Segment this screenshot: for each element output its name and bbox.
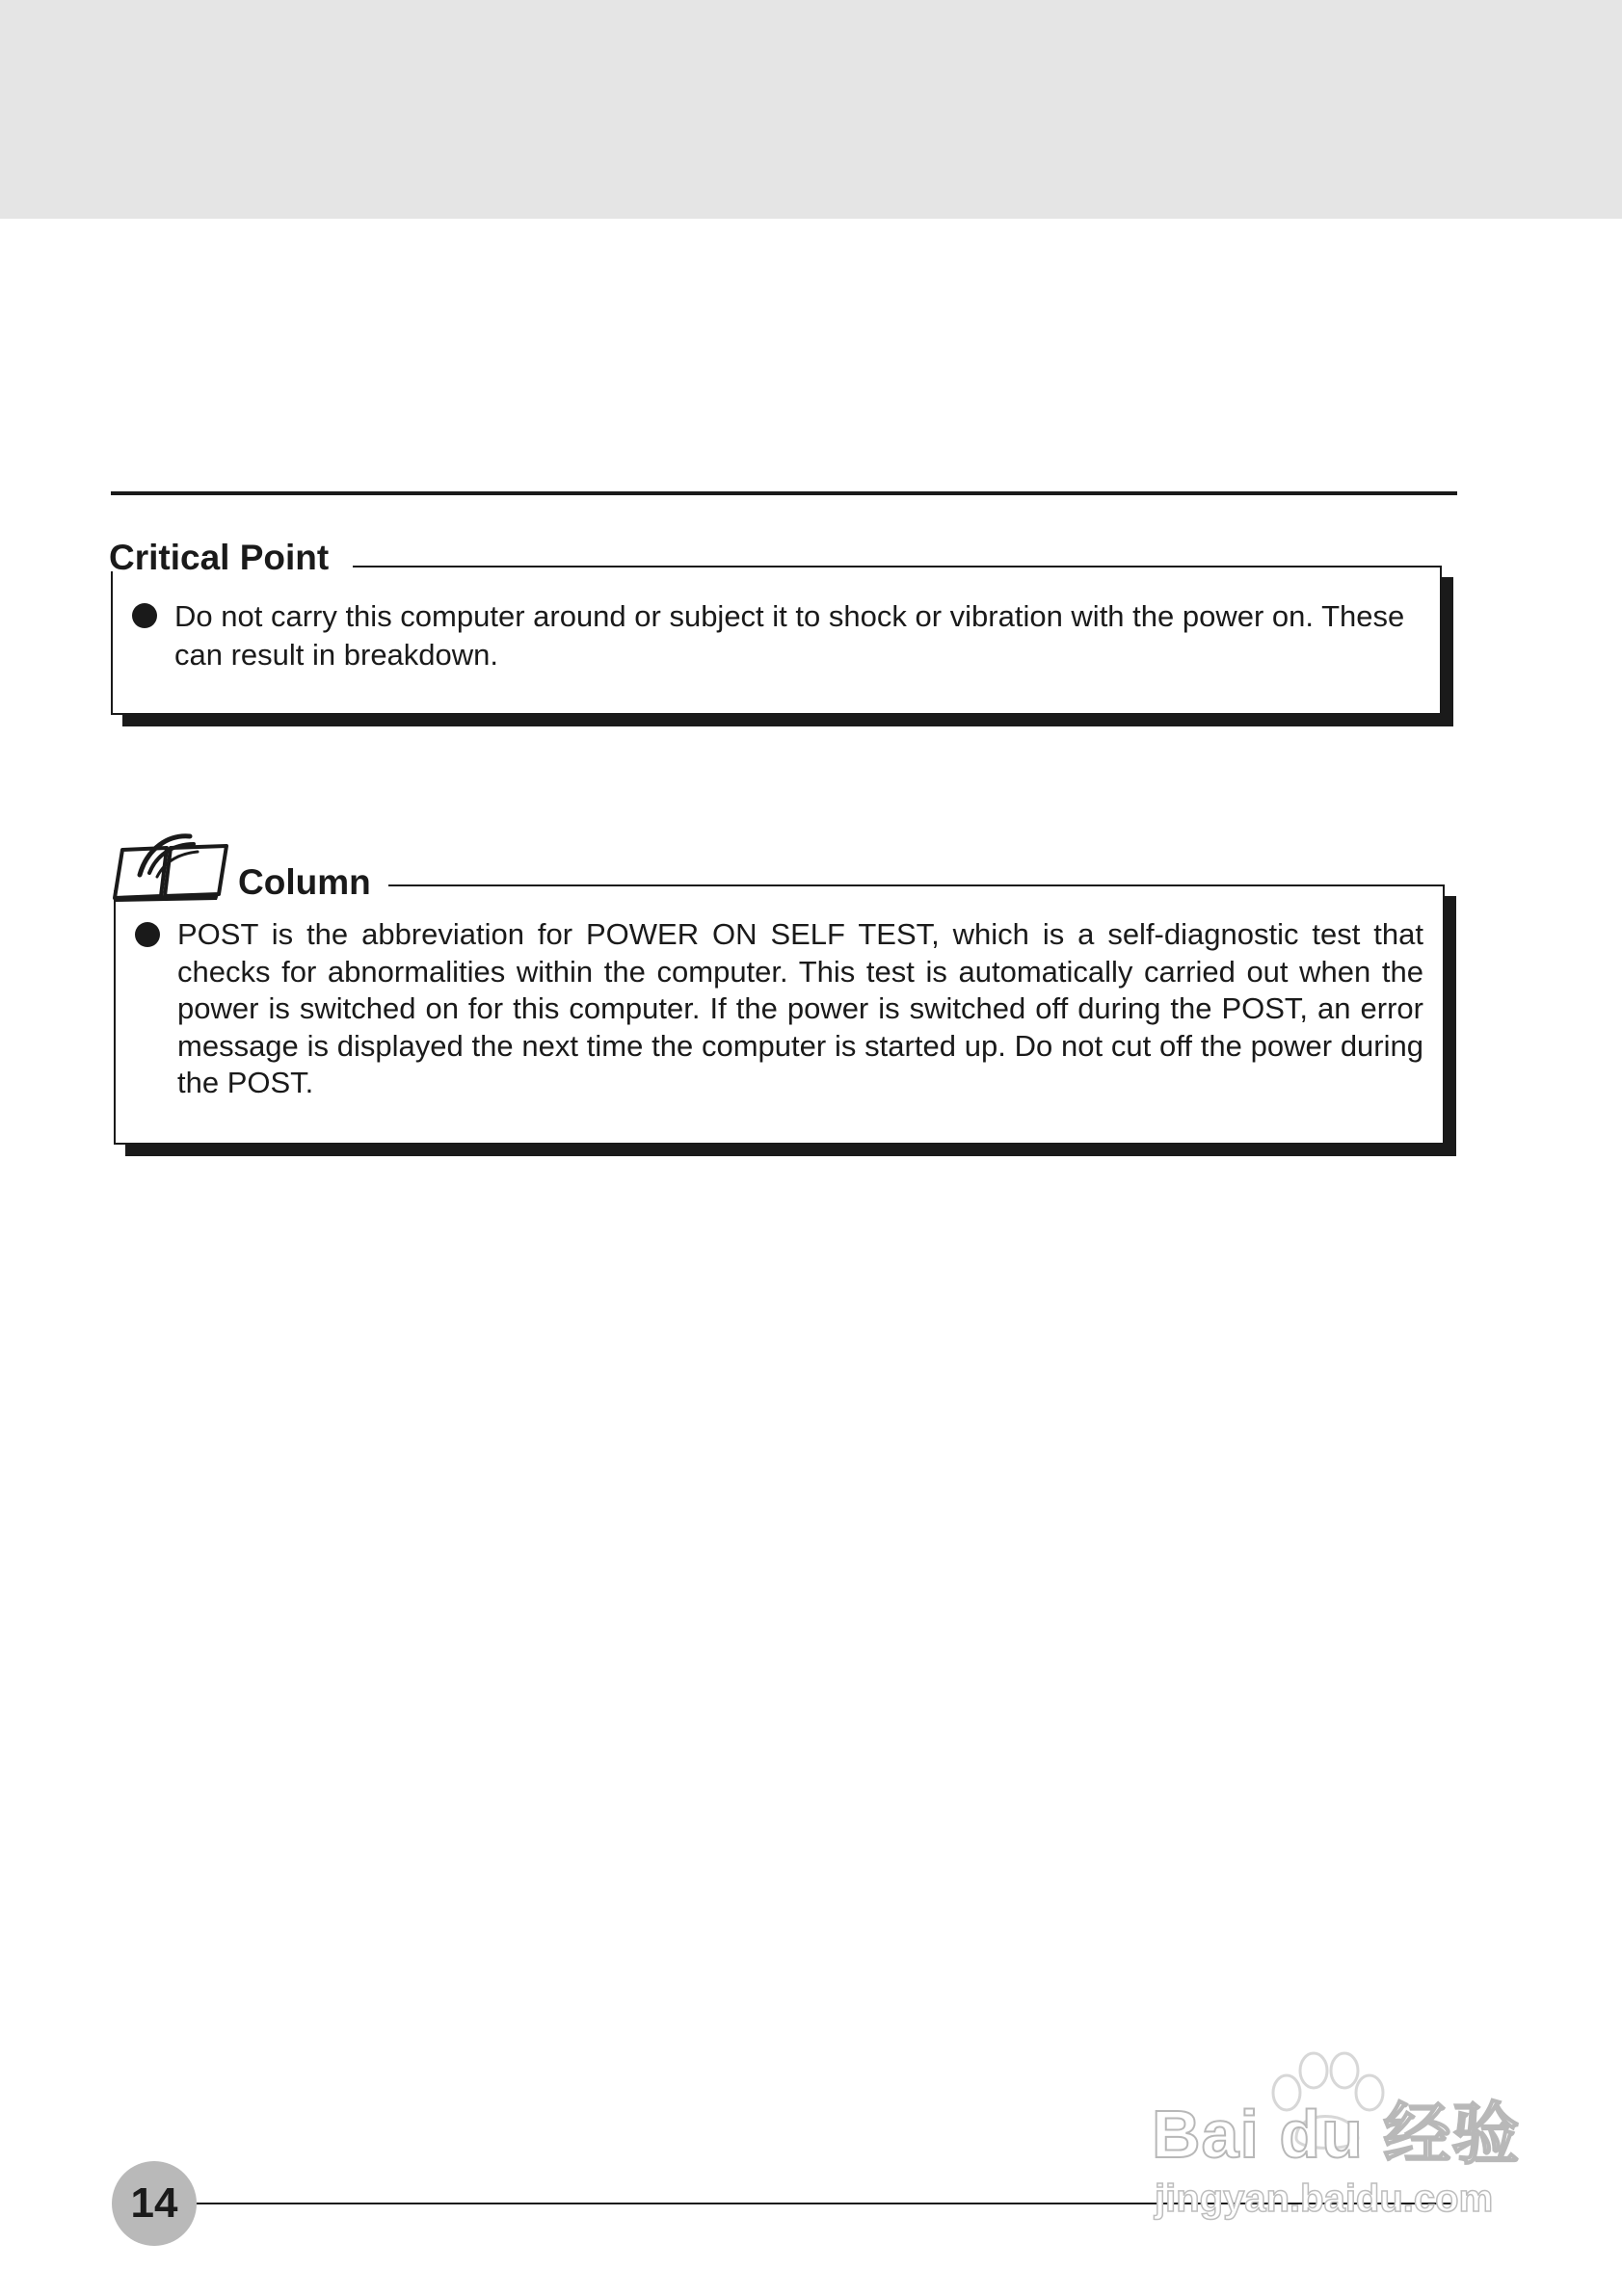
watermark-brand: Bai du 经验 xyxy=(1152,2097,1521,2172)
page-number: 14 xyxy=(130,2179,178,2227)
critical-point-text: Do not carry this computer around or subject it to shock or vibration with the power on. These can result in breakdown. xyxy=(174,599,1405,672)
section-divider xyxy=(111,491,1457,495)
column-title: Column xyxy=(238,862,371,902)
top-gray-band xyxy=(0,0,1622,219)
column-text: POST is the abbreviation for POWER ON SELF TEST, which is a self-diagnostic test that checks for abnormalities within the computer. This test is automatically carried out when the power is switched on for this computer. If the power is switched off during the POST, an error message is displayed the next time the computer is started up. Do not cut off the power during the POST. xyxy=(177,917,1423,1099)
bullet-icon xyxy=(132,603,157,628)
critical-point-title: Critical Point xyxy=(109,538,330,577)
watermark-url: jingyan.baidu.com xyxy=(1155,2177,1494,2220)
open-book-icon xyxy=(111,829,232,902)
bullet-icon xyxy=(135,922,160,947)
